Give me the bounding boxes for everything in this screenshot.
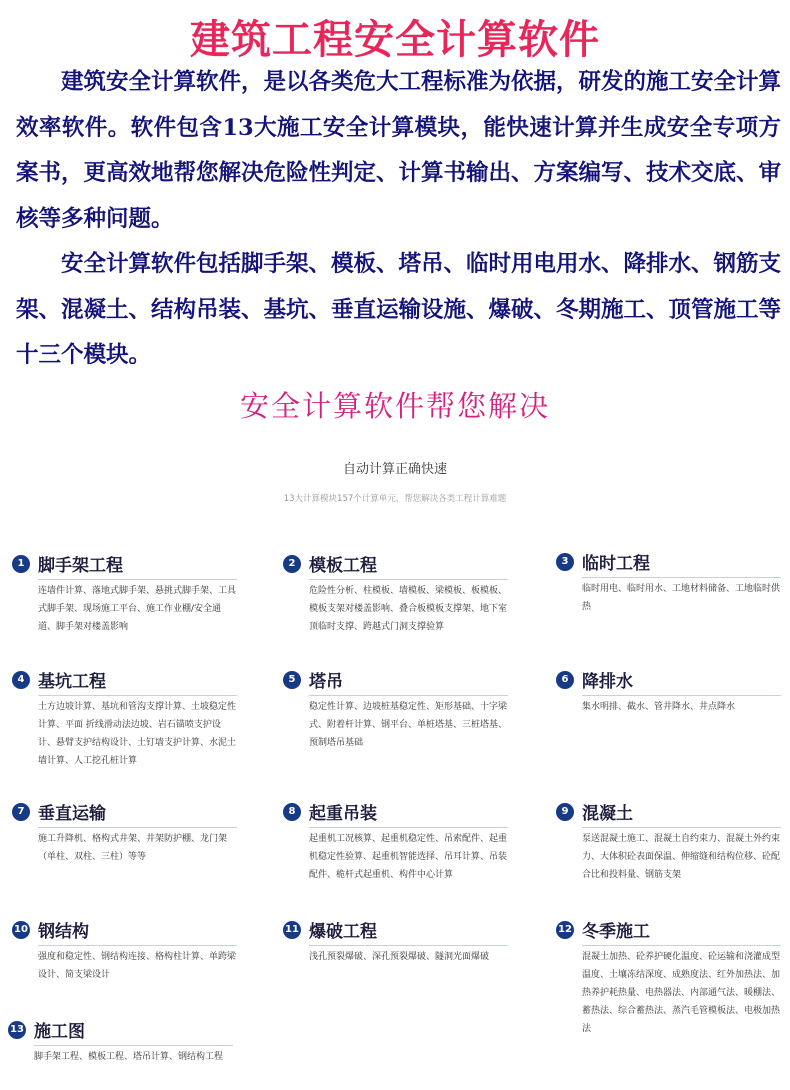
module-description: 稳定性计算、边坡桩基稳定性、矩形基础、十字梁式、附着杆计算、钢平台、单桩塔基、三桩塔基、预制塔吊基础 [309, 702, 508, 748]
module-title: 起重吊装 [309, 799, 508, 828]
module-title: 模板工程 [309, 551, 508, 580]
module-description: 起重机工况核算、起重机稳定性、吊索配件、起重机稳定性验算、起重机智能选择、吊耳计算、吊装配件、桅杆式起重机、构件中心计算 [309, 834, 508, 880]
intro-paragraph-2: 安全计算软件包括脚手架、模板、塔吊、临时用电用水、降排水、钢筋支架、混凝土、结构吊装、基坑、垂直运输设施、爆破、冬期施工、顶管施工等十三个模块。 [16, 251, 782, 368]
module-number-badge: 2 [283, 555, 301, 573]
panel-heading: 自动计算正确快速 [342, 462, 447, 477]
module-number-badge: 8 [283, 803, 301, 821]
module-description: 泵送混凝土施工、混凝土自约束力、混凝土外约束力、大体积砼表面保温、伸缩缝和结构位移、砼配合比和投料量、钢筋支架 [582, 834, 781, 880]
module-number-badge: 7 [12, 803, 30, 821]
module-title: 降排水 [582, 667, 781, 696]
module-description: 土方边坡计算、基坑和管沟支撑计算、土坡稳定性计算、平面 折线滑动法边坡、岩石锚喷支护设计、悬臂支护结构设计、土钉墙支护计算、水泥土墙计算、人工挖孔桩计算 [38, 702, 237, 766]
module-title: 施工图 [34, 1017, 233, 1046]
module-title: 混凝土 [582, 799, 781, 828]
module-description: 浅孔预裂爆破、深孔预裂爆破、隧洞光面爆破 [309, 952, 490, 962]
module-title: 垂直运输 [38, 799, 237, 828]
module-title: 爆破工程 [309, 917, 508, 946]
module-title: 基坑工程 [38, 667, 237, 696]
page-title: 建筑工程安全计算软件 [190, 17, 600, 63]
panel-subheading: 13大计算模块157个计算单元，帮您解决各类工程计算难题 [283, 494, 507, 504]
module-description: 施工升降机、格构式井架、井架防护棚、龙门架（单柱、双柱、三柱）等等 [38, 834, 228, 862]
module-number-badge: 3 [556, 553, 574, 571]
module-description: 连墙件计算、落地式脚手架、悬挑式脚手架、工具式脚手架、现场施工平台、施工作业棚/安全通道、脚手架对楼盖影响 [38, 586, 237, 632]
module-description: 脚手架工程、模板工程、塔吊计算、钢结构工程 [34, 1052, 224, 1062]
module-number-badge: 4 [12, 671, 30, 689]
module-title: 脚手架工程 [38, 551, 237, 580]
section-subtitle: 安全计算软件帮您解决 [239, 389, 550, 423]
module-description: 临时用电、临时用水、工地材料储备、工地临时供热 [582, 584, 781, 612]
module-title: 塔吊 [309, 667, 508, 696]
module-description: 集水明排、截水、管井降水、井点降水 [582, 702, 736, 712]
module-description: 混凝土加热、砼养护硬化温度、砼运输和浇灌成型温度、土壤冻结深度、成熟度法、红外加热法、加热养护耗热量、电热器法、内部通气法、暖棚法、蓄热法、综合蓄热法、蒸汽毛管模板法、电极加热法 [582, 952, 781, 1034]
module-number-badge: 6 [556, 671, 574, 689]
module-title: 冬季施工 [582, 917, 781, 946]
module-number-badge: 5 [283, 671, 301, 689]
module-number-badge: 11 [283, 921, 301, 939]
module-number-badge: 12 [556, 921, 574, 939]
module-number-badge: 13 [8, 1021, 26, 1039]
intro-text [16, 60, 781, 379]
module-description: 强度和稳定性、钢结构连接、格构柱计算、单跨梁设计、简支梁设计 [38, 952, 237, 980]
module-title: 临时工程 [582, 549, 781, 578]
module-description: 危险性分析、柱模板、墙模板、梁模板、板模板、模板支架对楼盖影响、叠合板模板支撑架、地下室顶临时支撑、跨越式门洞支撑验算 [309, 586, 508, 632]
module-number-badge: 10 [12, 921, 30, 939]
intro-paragraph-1: 建筑安全计算软件，是以各类危大工程标准为依据，研发的施工安全计算效率软件。软件包含13大施工安全计算模块，能快速计算并生成安全专项方案书，更高效地帮您解决危险性判定、计算书输出、方案编写、技术交底、审核等多种问题。 [16, 69, 782, 232]
module-number-badge: 1 [12, 555, 30, 573]
module-title: 钢结构 [38, 917, 237, 946]
module-number-badge: 9 [556, 803, 574, 821]
